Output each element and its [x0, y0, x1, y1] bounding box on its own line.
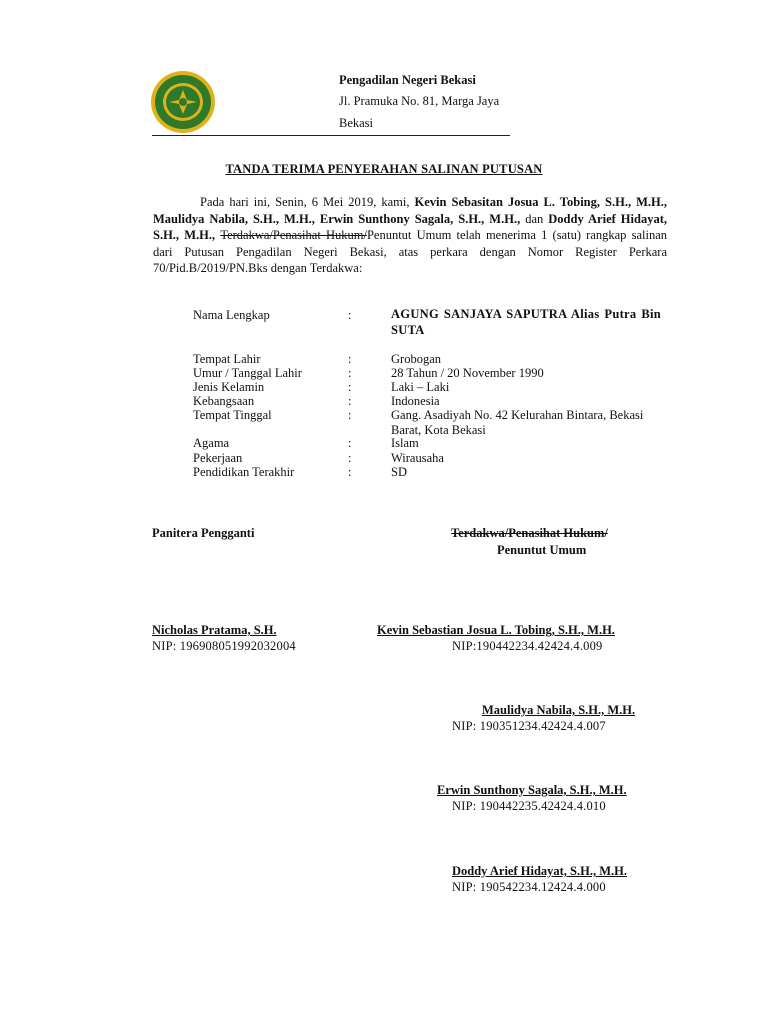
signer-nip-3: NIP: 190442235.42424.4.010 — [452, 799, 606, 813]
signer-name-4: Doddy Arief Hidayat, S.H., M.H. — [452, 864, 628, 878]
field-colon: : — [348, 352, 352, 366]
paragraph-name-4: Doddy Arief Hidayat, S.H., M.H., — [153, 211, 667, 242]
field-colon: : — [348, 451, 352, 465]
paragraph-name-1: Kevin Sebasitan Josua L. Tobing, S.H., M.H., — [414, 195, 668, 209]
field-colon: : — [348, 436, 352, 450]
field-label-pekerjaan: Pekerjaan — [193, 451, 243, 465]
field-value-pekerjaan: Wirausaha — [391, 451, 444, 465]
field-value-kebangsaan: Indonesia — [391, 394, 440, 408]
field-colon: : — [348, 465, 352, 479]
paragraph-name-2: Maulidya Nabila, S.H., M.H., — [153, 211, 320, 226]
field-value-pendidikan: SD — [391, 465, 407, 479]
role-panitera: Panitera Pengganti — [152, 526, 255, 540]
signer-nip-2: NIP: 190351234.42424.4.007 — [452, 719, 606, 733]
header-divider — [152, 135, 510, 136]
signer-name-2: Maulidya Nabila, S.H., M.H. — [482, 703, 636, 717]
field-label-tempat-lahir: Tempat Lahir — [193, 352, 261, 366]
field-value-jenis-kelamin: Laki – Laki — [391, 380, 450, 394]
signer-name-1: Kevin Sebastian Josua L. Tobing, S.H., M.H. — [377, 623, 615, 637]
signer-name-panitera: Nicholas Pratama, S.H. — [152, 623, 277, 637]
field-label-umur: Umur / Tanggal Lahir — [193, 366, 302, 380]
field-label-jenis-kelamin: Jenis Kelamin — [193, 380, 265, 394]
field-label-kebangsaan: Kebangsaan — [193, 394, 255, 408]
document-title: TANDA TERIMA PENYERAHAN SALINAN PUTUSAN — [225, 162, 543, 176]
field-value-tempat-lahir: Grobogan — [391, 352, 441, 366]
paragraph-dan: dan — [525, 211, 549, 226]
signer-nip-1: NIP:190442234.42424.4.009 — [452, 639, 603, 653]
intro-paragraph — [153, 194, 667, 277]
field-label-agama: Agama — [193, 436, 230, 450]
field-value-umur: 28 Tahun / 20 November 1990 — [391, 366, 544, 380]
court-logo — [150, 70, 216, 134]
court-seal-icon — [150, 70, 216, 134]
field-colon: : — [348, 394, 352, 408]
field-colon: : — [348, 308, 352, 322]
role-penuntut-umum: Penuntut Umum — [497, 543, 587, 557]
field-label-tempat-tinggal: Tempat Tinggal — [193, 408, 272, 422]
field-label-pendidikan: Pendidikan Terakhir — [193, 465, 295, 479]
role-struck: Terdakwa/Penasihat Hukum/ — [451, 526, 608, 540]
field-colon: : — [348, 408, 352, 422]
signer-nip-panitera: NIP: 196908051992032004 — [152, 639, 296, 653]
field-colon: : — [348, 380, 352, 394]
paragraph-text: Pada hari ini, Senin, 6 Mei 2019, kami, — [200, 195, 415, 209]
field-value-nama: AGUNG SANJAYA SAPUTRA Alias Putra Bin SUTA — [391, 307, 661, 337]
paragraph-name-3: Erwin Sunthony Sagala, S.H., M.H., — [319, 211, 526, 226]
field-value-tempat-tinggal: Gang. Asadiyah No. 42 Kelurahan Bintara, Bekasi Barat, Kota Bekasi — [391, 408, 644, 437]
signer-nip-4: NIP: 190542234.12424.4.000 — [452, 880, 606, 894]
org-name: Pengadilan Negeri Bekasi — [339, 73, 476, 87]
field-value-agama: Islam — [391, 436, 419, 450]
struck-role: Terdakwa/Penasihat Hukum/ — [220, 228, 367, 242]
paragraph-text-2: Penuntut Umum telah menerima 1 (satu) rangkap salinan dari Putusan Pengadilan Negeri Bekasi, atas perkara dengan Nomor Register Perkara 70/Pid.B/2019/PN.Bks dengan Terdakwa: — [153, 228, 668, 275]
field-colon: : — [348, 366, 352, 380]
address-line-1: Jl. Pramuka No. 81, Marga Jaya — [339, 94, 500, 108]
signer-name-3: Erwin Sunthony Sagala, S.H., M.H. — [437, 783, 627, 797]
field-label-nama: Nama Lengkap — [193, 308, 270, 322]
address-line-2: Bekasi — [339, 116, 374, 130]
